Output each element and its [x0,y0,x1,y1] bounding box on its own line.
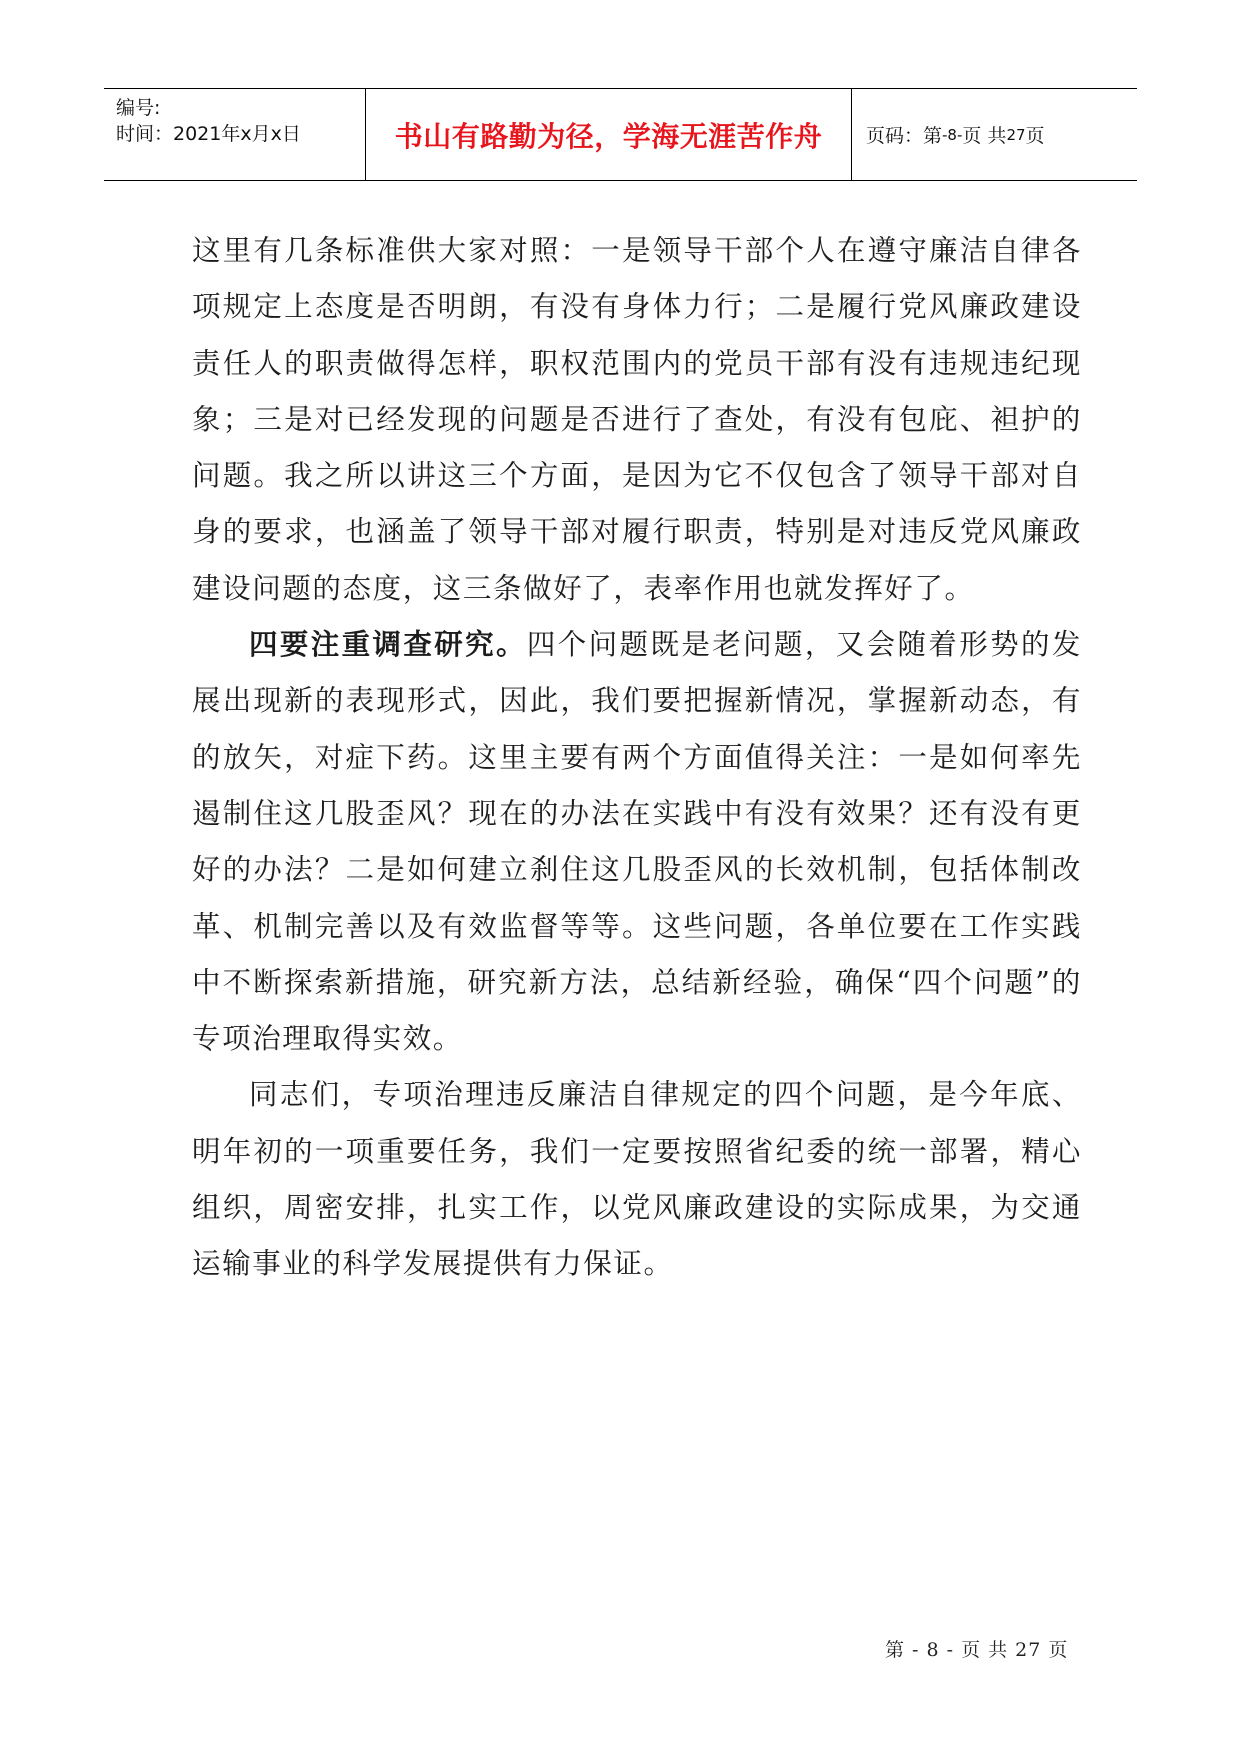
page-footer: 第 - 8 - 页 共 27 页 [885,1639,1069,1661]
document-time-label: 时间：2021年x月x日 [116,123,301,145]
document-number-label: 编号: [116,97,161,119]
header-page-cell [852,89,1137,180]
paragraph-research [192,617,1082,1067]
document-body [192,223,1082,1293]
page-suffix: 页 [1025,125,1045,147]
paragraph-research-text: 四个问题既是老问题，又会随着形势的发展出现新的表现形式，因此，我们要把握新情况，掌握新动态，有的放矢，对症下药。这里主要有两个方面值得关注：一是如何率先遏制住这几股歪风？现在的办法在实践中有没有效果？还有没有更好的办法？二是如何建立刹住这几股歪风的长效机制，包括体制改革、机制完善以及有效监督等等。这些问题，各单位要在工作实践中不断探索新措施，研究新方法，总结新经验，确保“四个问题”的专项治理取得实效。 [192,628,1082,1056]
page-current: -8- [942,125,963,144]
document-header [104,88,1137,181]
page-prefix: 页码：第 [866,125,943,147]
header-meta-cell [104,89,366,180]
paragraph-standards: 这里有几条标准供大家对照：一是领导干部个人在遵守廉洁自律各项规定上态度是否明朗，有没有身体力行；二是履行党风廉政建设责任人的职责做得怎样，职权范围内的党员干部有没有违规违纪现象；三是对已经发现的问题是否进行了查处，有没有包庇、袒护的问题。我之所以讲这三个方面，是因为它不仅包含了领导干部对自身的要求，也涵盖了领导干部对履行职责，特别是对违反党风廉政建设问题的态度，这三条做好了，表率作用也就发挥好了。 [192,234,1082,605]
header-motto-cell [366,89,852,180]
paragraph-closing: 同志们，专项治理违反廉洁自律规定的四个问题，是今年底、明年初的一项重要任务，我们一定要按照省纪委的统一部署，精心组织，周密安排，扎实工作，以党风廉政建设的实际成果，为交通运输事业的科学发展提供有力保证。 [192,1078,1082,1281]
header-motto: 书山有路勤为径，学海无涯苦作舟 [394,119,823,153]
page-mid: 页 共 [962,125,1007,147]
page-total: 27 [1006,125,1026,144]
paragraph-research-heading: 四要注重调查研究。 [249,628,527,662]
